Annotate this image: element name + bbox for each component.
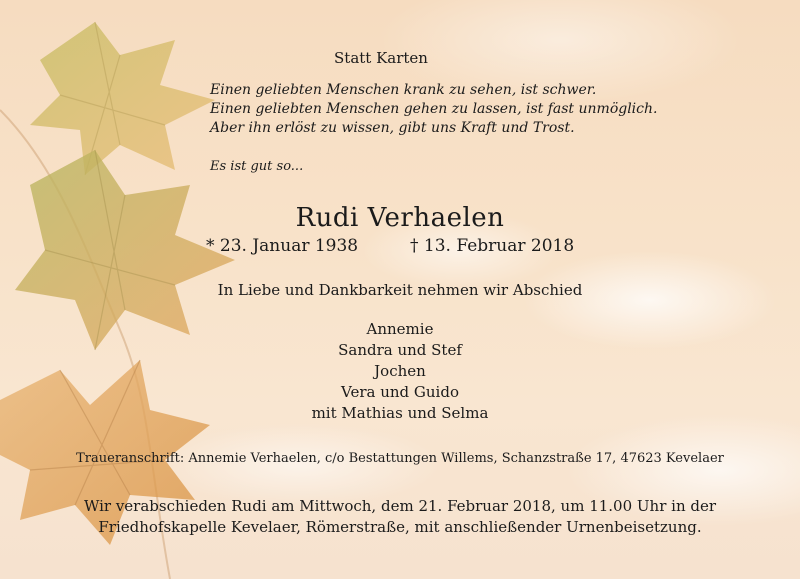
mourner-2: Sandra und Stef bbox=[338, 341, 462, 359]
mourner-4: Vera und Guido bbox=[341, 383, 459, 401]
poem-line-1: Einen geliebten Menschen krank zu sehen, ist schwer. bbox=[210, 82, 597, 98]
funeral-address: Traueranschrift: Annemie Verhaelen, c/o Bestattungen Willems, Schanzstraße 17, 47623 Kevelaer bbox=[76, 451, 724, 466]
death-date: † 13. Februar 2018 bbox=[410, 236, 575, 256]
statt-karten-header: Statt Karten bbox=[334, 49, 428, 67]
deceased-name: Rudi Verhaelen bbox=[295, 203, 505, 233]
mourner-5: mit Mathias und Selma bbox=[311, 404, 489, 422]
service-line-1: Wir verabschieden Rudi am Mittwoch, dem 21. Februar 2018, um 11.00 Uhr in der bbox=[83, 497, 717, 515]
poem-line-3: Aber ihn erlöst zu wissen, gibt uns Kraft und Trost. bbox=[210, 120, 575, 136]
poem-closing: Es ist gut so... bbox=[210, 159, 304, 174]
mourner-3: Jochen bbox=[374, 362, 426, 380]
service-line-2: Friedhofskapelle Kevelaer, Römerstraße, mit anschließender Urnenbeisetzung. bbox=[98, 518, 702, 536]
birth-date: * 23. Januar 1938 bbox=[206, 236, 359, 256]
leaf-top bbox=[30, 22, 215, 175]
mourner-1: Annemie bbox=[366, 320, 434, 338]
poem-line-2: Einen geliebten Menschen gehen zu lassen, ist fast unmöglich. bbox=[210, 101, 658, 117]
farewell-line: In Liebe und Dankbarkeit nehmen wir Abschied bbox=[217, 281, 583, 299]
